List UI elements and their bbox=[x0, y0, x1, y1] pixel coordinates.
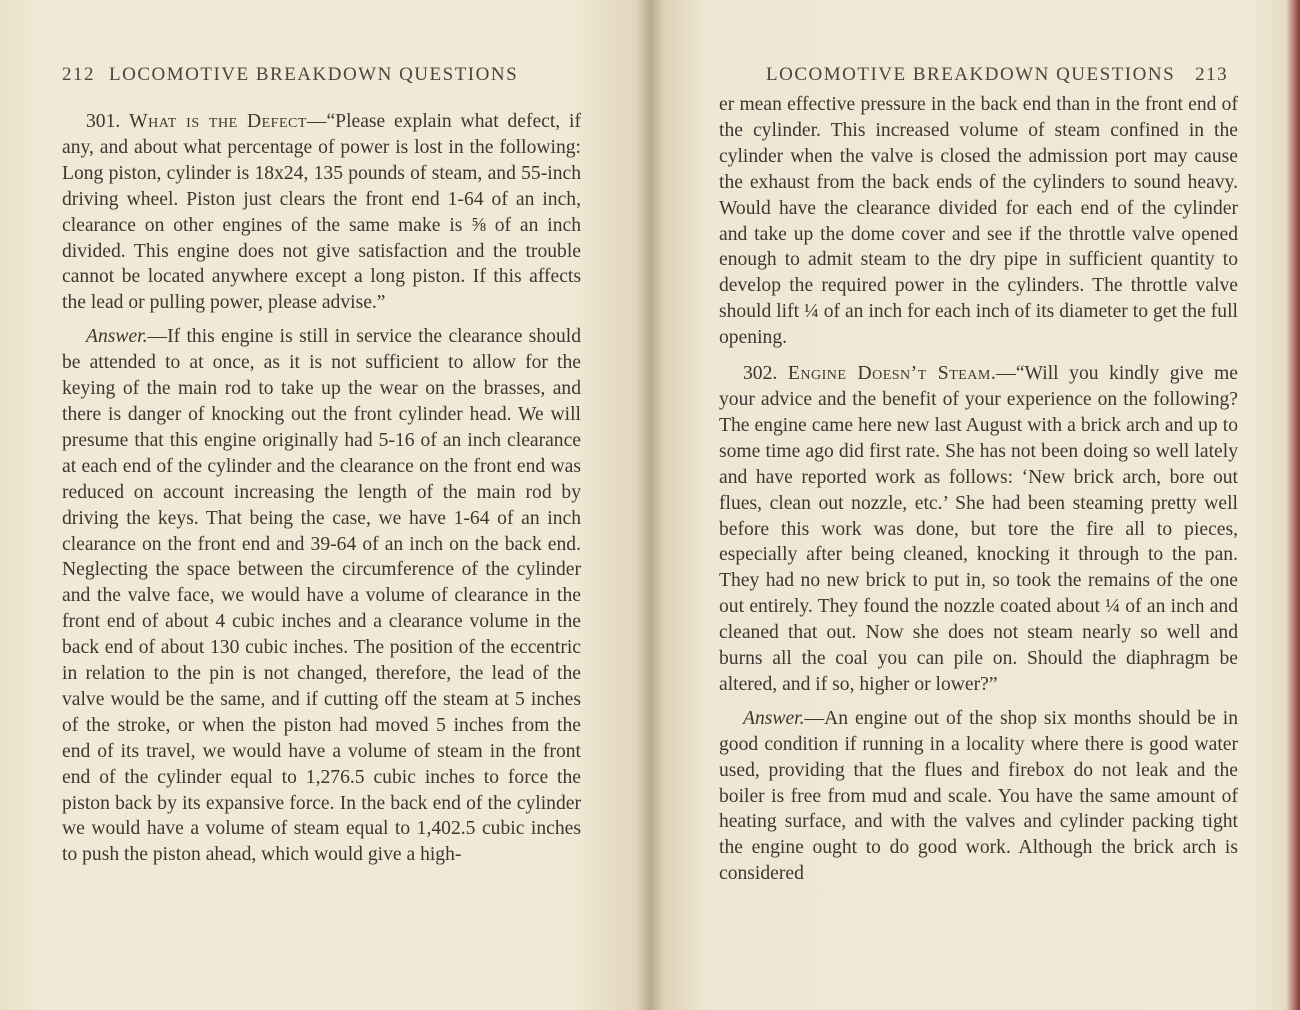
question-302-body: —“Will you kindly give me your advice and the benefit of your experience on the following? The engine came here new last August with a brick arch and up to some time ago did first rate. She has not been doing so well lately and have reported work as follows: ‘New brick arch, bore out flues, clean out nozzle, etc.’ She had been steaming pretty well before this work was done, but tore the fire all to pieces, especially after being cleaned, knocking it through to the pan. They had no new brick to put in, so took the remains of the one out entirely. They found the nozzle coated about ¼ of an inch and cleaned that out. Now she does not steam nearly so well and burns all the coal you can pile on. Should the diaphragm be altered, and if so, higher or lower?” bbox=[719, 363, 1238, 695]
answer-302 bbox=[719, 706, 1238, 887]
answer-302-body: —An engine out of the shop six months should be in good condition if running in a locality where there is good water used, providing that the flues and firebox do not leak and the boiler is free from mud and scale. You have the same amount of heating surface, and with the valves and cylinder packing tight the engine ought to do good work. Although the brick arch is considered bbox=[719, 707, 1238, 885]
book-cover-edge-right bbox=[1286, 0, 1300, 1010]
question-301-heading: What is the Defect bbox=[129, 111, 307, 132]
question-301 bbox=[62, 109, 581, 316]
right-body-text bbox=[719, 92, 1238, 887]
question-302-number: 302. bbox=[743, 363, 778, 385]
answer-302-label: Answer. bbox=[743, 707, 805, 729]
answer-301-label: Answer. bbox=[86, 326, 148, 348]
answer-301 bbox=[62, 324, 581, 868]
book-gutter bbox=[636, 0, 664, 1010]
left-page-number: 212 bbox=[62, 64, 95, 85]
answer-301-body: —If this engine is still in service the clearance should be attended to at once, as it is not sufficient to allow for the keying of the main rod to take up the wear on the brasses, and there is danger of knocking out the front cylinder head. We will presume that this engine originally had 5-16 of an inch clearance at each end of the cylinder and the clearance on the front end was reduced on account increasing the length of the main rod by driving the keys. That being the case, we have 1-64 of an inch clearance on the front end and 39-64 of an inch on the back end. Neglecting the space between the circumference of the cylinder and the valve face, we would have a volume of clearance in the front end of about 4 cubic inches and a clearance volume in the back end of about 130 cubic inches. The position of the eccentric in relation to the pin is not changed, therefore, the lead of the valve would be the same, and if cutting off the steam at 5 inches of the stroke, or when the piston had moved 5 inches from the end of its travel, we would have a volume of steam in the front end of the cylinder equal to 1,276.5 cubic inches to force the piston back by its expansive force. In the back end of the cylinder we would have a volume of steam equal to 1,402.5 cubic inches to push the piston ahead, which would give a high- bbox=[62, 326, 581, 866]
right-running-head bbox=[766, 64, 1228, 86]
right-running-head-title: LOCOMOTIVE BREAKDOWN QUESTIONS bbox=[766, 64, 1176, 85]
right-page-number: 213 bbox=[1195, 64, 1229, 85]
question-301-body: —“Please explain what defect, if any, and about what percentage of power is lost in the following: Long piston, cylinder is 18x24, 135 pounds of steam, and 55-inch driving wheel. Piston just clears the front end 1-64 of an inch, clearance on other engines of the same make is ⅝ of an inch divided. This engine does not give satisfaction and the trouble cannot be located anywhere except a long piston. If this affects the lead or pulling power, please advise.” bbox=[62, 111, 581, 314]
question-301-number: 301. bbox=[86, 111, 121, 132]
answer-301-continued: er mean effective pressure in the back end than in the front end of the cylinder. This increased volume of steam confined in the cylinder when the valve is closed the admission port may cause the exhaust from the back ends of the cylinders to sound heavy. Would have the clearance divided for each end of the cylinder and take up the dome cover and see if the throttle valve opened enough to admit steam to the dry pipe in sufficient quantity to develop the required power in the cylinders. The throttle valve should lift ¼ of an inch for each inch of its diameter to get the full opening. bbox=[719, 94, 1238, 349]
left-body-text bbox=[62, 109, 581, 868]
left-running-head-title: LOCOMOTIVE BREAKDOWN QUESTIONS bbox=[109, 64, 519, 85]
question-302 bbox=[719, 361, 1238, 698]
right-page bbox=[650, 0, 1300, 1010]
question-302-heading: Engine Doesn’t Steam. bbox=[787, 363, 997, 385]
left-running-head bbox=[62, 64, 518, 86]
